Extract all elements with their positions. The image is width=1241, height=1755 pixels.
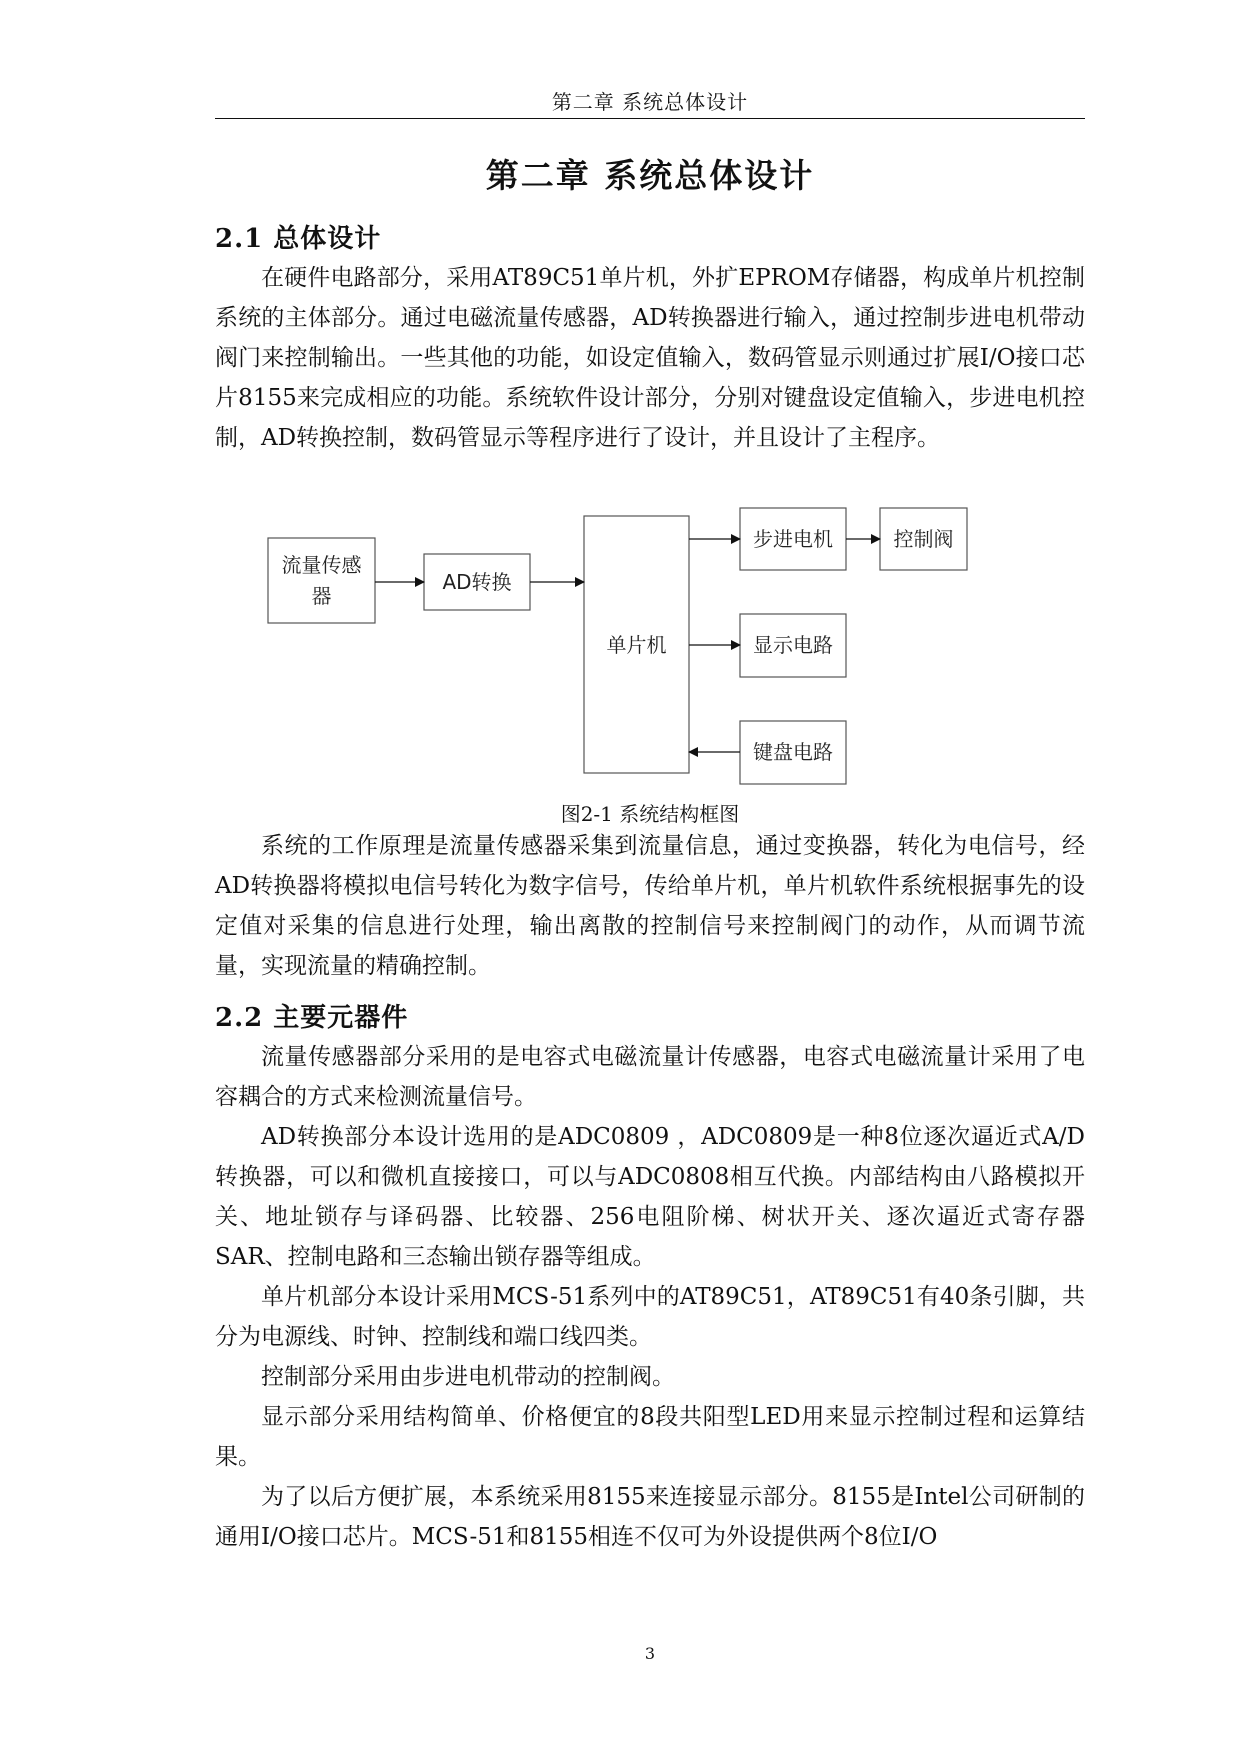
section-heading-2-2: 2.2 主要元器件 <box>215 1003 409 1033</box>
display-circuit-label: 显示电路 <box>753 633 833 657</box>
ad-converter-label: AD转换 <box>442 570 512 594</box>
page-number: 3 <box>644 1644 656 1663</box>
paragraph-8155: 为了以后方便扩展，本系统采用8155来连接显示部分。8155是Intel公司研制的通用I/O接口芯片。MCS-51和8155相连不仅可为外设提供两个8位I/O <box>215 1484 1085 1550</box>
running-header: 第二章 系统总体设计 <box>551 90 749 114</box>
mcu-label: 单片机 <box>606 633 667 657</box>
sensor-label-line2: 器 <box>311 584 332 608</box>
chapter-title: 第二章 系统总体设计 <box>485 156 815 195</box>
keyboard-circuit-label: 键盘电路 <box>753 740 833 764</box>
paragraph-control: 控制部分采用由步进电机带动的控制阀。 <box>261 1364 675 1390</box>
paragraph-mcu: 单片机部分本设计采用MCS-51系列中的AT89C51，AT89C51有40条引脚，共分为电源线、时钟、控制线和端口线四类。 <box>215 1284 1085 1350</box>
stepper-motor-label: 步进电机 <box>753 527 833 551</box>
paragraph-flow-sensor: 流量传感器部分采用的是电容式电磁流量计传感器，电容式电磁流量计采用了电容耦合的方式来检测流量信号。 <box>215 1044 1085 1110</box>
sensor-label-line1: 流量传感 <box>281 553 362 577</box>
paragraph-ad-converter: AD转换部分本设计选用的是ADC0809 ，ADC0809是一种8位逐次逼近式A/D转换器，可以和微机直接接口，可以与ADC0808相互代换。内部结构由八路模拟开关、地址锁存与译码器、比较器、256电阻阶梯、树状开关、逐次逼近式寄存器SAR、控制电路和三态输出锁存器等组成。 <box>215 1124 1085 1270</box>
paragraph-overview: 在硬件电路部分，采用AT89C51单片机，外扩EPROM存储器，构成单片机控制系统的主体部分。通过电磁流量传感器，AD转换器进行输入，通过控制步进电机带动阀门来控制输出。一些其他的功能，如设定值输入，数码管显示则通过扩展I/O接口芯片8155来完成相应的功能。系统软件设计部分，分别对键盘设定值输入，步进电机控制，AD转换控制，数码管显示等程序进行了设计，并且设计了主程序。 <box>215 265 1085 451</box>
paragraph-working-principle: 系统的工作原理是流量传感器采集到流量信息，通过变换器，转化为电信号，经AD转换器将模拟电信号转化为数字信号，传给单片机，单片机软件系统根据事先的设定值对采集的信息进行处理，输出离散的控制信号来控制阀门的动作，从而调节流量，实现流量的精确控制。 <box>215 833 1085 979</box>
paragraph-display: 显示部分采用结构简单、价格便宜的8段共阳型LED用来显示控制过程和运算结果。 <box>215 1404 1085 1470</box>
sensor-box <box>268 538 375 623</box>
figure-caption: 图2-1 系统结构框图 <box>560 802 740 826</box>
section-heading-2-1: 2.1 总体设计 <box>215 224 382 254</box>
control-valve-label: 控制阀 <box>893 527 954 551</box>
